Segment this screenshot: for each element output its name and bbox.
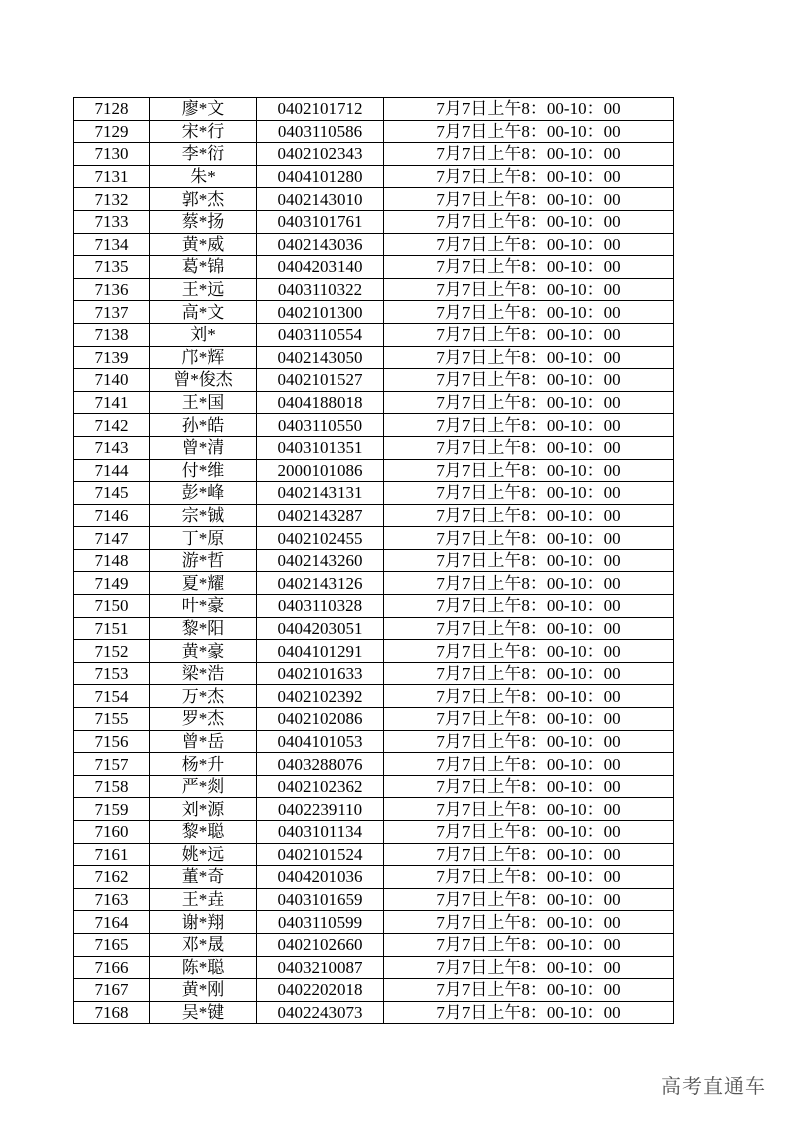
- student-id-cell: 0402143050: [257, 346, 384, 369]
- exam-time-cell: 7月7日上午8：00-10：00: [384, 866, 674, 889]
- student-id-cell: 0402102086: [257, 708, 384, 731]
- student-id-cell: 0404201036: [257, 866, 384, 889]
- student-id-cell: 0403110550: [257, 414, 384, 437]
- seq-number-cell: 7136: [74, 278, 150, 301]
- name-cell: 李*衍: [150, 143, 257, 166]
- table-row: [74, 595, 674, 618]
- student-id-cell: 0402143126: [257, 572, 384, 595]
- seq-number-cell: 7131: [74, 165, 150, 188]
- name-cell: 郭*杰: [150, 188, 257, 211]
- seq-number-cell: 7168: [74, 1001, 150, 1024]
- name-cell: 高*文: [150, 301, 257, 324]
- exam-time-cell: 7月7日上午8：00-10：00: [384, 459, 674, 482]
- exam-time-cell: 7月7日上午8：00-10：00: [384, 640, 674, 663]
- student-id-cell: 0404188018: [257, 391, 384, 414]
- table-row: [74, 753, 674, 776]
- student-id-cell: 0402143260: [257, 549, 384, 572]
- name-cell: 杨*升: [150, 753, 257, 776]
- seq-number-cell: 7134: [74, 233, 150, 256]
- name-cell: 曾*岳: [150, 730, 257, 753]
- seq-number-cell: 7165: [74, 933, 150, 956]
- table-row: [74, 98, 674, 121]
- name-cell: 罗*杰: [150, 708, 257, 731]
- exam-time-cell: 7月7日上午8：00-10：00: [384, 278, 674, 301]
- student-id-cell: 0402143131: [257, 482, 384, 505]
- student-id-cell: 0402143287: [257, 504, 384, 527]
- exam-time-cell: 7月7日上午8：00-10：00: [384, 210, 674, 233]
- table-row: [74, 165, 674, 188]
- table-row: [74, 549, 674, 572]
- exam-time-cell: 7月7日上午8：00-10：00: [384, 933, 674, 956]
- name-cell: 邓*晟: [150, 933, 257, 956]
- name-cell: 谢*翔: [150, 911, 257, 934]
- student-id-cell: 0402143010: [257, 188, 384, 211]
- name-cell: 叶*豪: [150, 595, 257, 618]
- table-row: [74, 369, 674, 392]
- seq-number-cell: 7163: [74, 888, 150, 911]
- name-cell: 刘*: [150, 323, 257, 346]
- table-row: [74, 617, 674, 640]
- seq-number-cell: 7158: [74, 775, 150, 798]
- exam-time-cell: 7月7日上午8：00-10：00: [384, 775, 674, 798]
- student-id-cell: 0403110599: [257, 911, 384, 934]
- student-id-cell: 0403110328: [257, 595, 384, 618]
- name-cell: 孙*皓: [150, 414, 257, 437]
- seq-number-cell: 7148: [74, 549, 150, 572]
- student-id-cell: 0404203051: [257, 617, 384, 640]
- seq-number-cell: 7152: [74, 640, 150, 663]
- name-cell: 梁*浩: [150, 662, 257, 685]
- table-row: [74, 911, 674, 934]
- seq-number-cell: 7138: [74, 323, 150, 346]
- table-row: [74, 210, 674, 233]
- table-row: [74, 323, 674, 346]
- seq-number-cell: 7135: [74, 256, 150, 279]
- exam-time-cell: 7月7日上午8：00-10：00: [384, 1001, 674, 1024]
- seq-number-cell: 7137: [74, 301, 150, 324]
- name-cell: 黄*豪: [150, 640, 257, 663]
- student-id-cell: 0402143036: [257, 233, 384, 256]
- name-cell: 吴*键: [150, 1001, 257, 1024]
- exam-time-cell: 7月7日上午8：00-10：00: [384, 911, 674, 934]
- exam-time-cell: 7月7日上午8：00-10：00: [384, 527, 674, 550]
- exam-time-cell: 7月7日上午8：00-10：00: [384, 821, 674, 844]
- table-row: [74, 662, 674, 685]
- name-cell: 黄*刚: [150, 979, 257, 1002]
- exam-time-cell: 7月7日上午8：00-10：00: [384, 165, 674, 188]
- seq-number-cell: 7143: [74, 436, 150, 459]
- seq-number-cell: 7142: [74, 414, 150, 437]
- exam-time-cell: 7月7日上午8：00-10：00: [384, 301, 674, 324]
- student-id-cell: 0403110554: [257, 323, 384, 346]
- student-id-cell: 0403110322: [257, 278, 384, 301]
- name-cell: 严*剡: [150, 775, 257, 798]
- watermark-logo: 高考直通车: [661, 1074, 766, 1098]
- student-id-cell: 0403210087: [257, 956, 384, 979]
- student-id-cell: 0402101524: [257, 843, 384, 866]
- student-id-cell: 0402243073: [257, 1001, 384, 1024]
- exam-time-cell: 7月7日上午8：00-10：00: [384, 572, 674, 595]
- name-cell: 王*垚: [150, 888, 257, 911]
- seq-number-cell: 7160: [74, 821, 150, 844]
- exam-time-cell: 7月7日上午8：00-10：00: [384, 120, 674, 143]
- table-row: [74, 730, 674, 753]
- student-id-cell: 0404101280: [257, 165, 384, 188]
- exam-time-cell: 7月7日上午8：00-10：00: [384, 753, 674, 776]
- name-cell: 邝*辉: [150, 346, 257, 369]
- table-row: [74, 798, 674, 821]
- table-row: [74, 256, 674, 279]
- student-id-cell: 0402101712: [257, 98, 384, 121]
- exam-time-cell: 7月7日上午8：00-10：00: [384, 662, 674, 685]
- student-id-cell: 0402102343: [257, 143, 384, 166]
- name-cell: 葛*锦: [150, 256, 257, 279]
- exam-time-cell: 7月7日上午8：00-10：00: [384, 504, 674, 527]
- exam-time-cell: 7月7日上午8：00-10：00: [384, 549, 674, 572]
- exam-time-cell: 7月7日上午8：00-10：00: [384, 369, 674, 392]
- exam-time-cell: 7月7日上午8：00-10：00: [384, 979, 674, 1002]
- table-row: [74, 120, 674, 143]
- seq-number-cell: 7130: [74, 143, 150, 166]
- seq-number-cell: 7133: [74, 210, 150, 233]
- exam-time-cell: 7月7日上午8：00-10：00: [384, 730, 674, 753]
- name-cell: 夏*耀: [150, 572, 257, 595]
- seq-number-cell: 7151: [74, 617, 150, 640]
- exam-time-cell: 7月7日上午8：00-10：00: [384, 617, 674, 640]
- name-cell: 蔡*扬: [150, 210, 257, 233]
- name-cell: 宋*行: [150, 120, 257, 143]
- table-row: [74, 708, 674, 731]
- table-row: [74, 821, 674, 844]
- table-row: [74, 843, 674, 866]
- student-id-cell: 0402102392: [257, 685, 384, 708]
- table-row: [74, 956, 674, 979]
- table-row: [74, 685, 674, 708]
- table-row: [74, 482, 674, 505]
- seq-number-cell: 7139: [74, 346, 150, 369]
- exam-time-cell: 7月7日上午8：00-10：00: [384, 482, 674, 505]
- student-id-cell: 0402101527: [257, 369, 384, 392]
- seq-number-cell: 7156: [74, 730, 150, 753]
- name-cell: 王*远: [150, 278, 257, 301]
- name-cell: 刘*源: [150, 798, 257, 821]
- exam-time-cell: 7月7日上午8：00-10：00: [384, 888, 674, 911]
- name-cell: 曾*俊杰: [150, 369, 257, 392]
- table-row: [74, 301, 674, 324]
- seq-number-cell: 7166: [74, 956, 150, 979]
- name-cell: 付*维: [150, 459, 257, 482]
- exam-time-cell: 7月7日上午8：00-10：00: [384, 98, 674, 121]
- seq-number-cell: 7155: [74, 708, 150, 731]
- student-id-cell: 0403110586: [257, 120, 384, 143]
- seq-number-cell: 7154: [74, 685, 150, 708]
- exam-time-cell: 7月7日上午8：00-10：00: [384, 233, 674, 256]
- exam-time-cell: 7月7日上午8：00-10：00: [384, 323, 674, 346]
- exam-time-cell: 7月7日上午8：00-10：00: [384, 143, 674, 166]
- exam-time-cell: 7月7日上午8：00-10：00: [384, 188, 674, 211]
- table-row: [74, 414, 674, 437]
- name-cell: 丁*原: [150, 527, 257, 550]
- exam-time-cell: 7月7日上午8：00-10：00: [384, 346, 674, 369]
- table-row: [74, 188, 674, 211]
- seq-number-cell: 7140: [74, 369, 150, 392]
- seq-number-cell: 7145: [74, 482, 150, 505]
- table-row: [74, 504, 674, 527]
- table-row: [74, 278, 674, 301]
- table-row: [74, 888, 674, 911]
- student-id-cell: 0403101761: [257, 210, 384, 233]
- student-id-cell: 0404101291: [257, 640, 384, 663]
- name-cell: 宗*铖: [150, 504, 257, 527]
- seq-number-cell: 7150: [74, 595, 150, 618]
- student-id-cell: 0402102362: [257, 775, 384, 798]
- seq-number-cell: 7167: [74, 979, 150, 1002]
- student-id-cell: 0403101134: [257, 821, 384, 844]
- table-row: [74, 527, 674, 550]
- student-id-cell: 2000101086: [257, 459, 384, 482]
- exam-time-cell: 7月7日上午8：00-10：00: [384, 956, 674, 979]
- seq-number-cell: 7144: [74, 459, 150, 482]
- table-row: [74, 436, 674, 459]
- exam-time-cell: 7月7日上午8：00-10：00: [384, 436, 674, 459]
- table-row: [74, 143, 674, 166]
- seq-number-cell: 7147: [74, 527, 150, 550]
- seq-number-cell: 7162: [74, 866, 150, 889]
- student-id-cell: 0404203140: [257, 256, 384, 279]
- exam-time-cell: 7月7日上午8：00-10：00: [384, 708, 674, 731]
- seq-number-cell: 7161: [74, 843, 150, 866]
- student-id-cell: 0402102455: [257, 527, 384, 550]
- table-row: [74, 459, 674, 482]
- exam-time-cell: 7月7日上午8：00-10：00: [384, 595, 674, 618]
- name-cell: 董*奇: [150, 866, 257, 889]
- exam-time-cell: 7月7日上午8：00-10：00: [384, 843, 674, 866]
- seq-number-cell: 7164: [74, 911, 150, 934]
- seq-number-cell: 7153: [74, 662, 150, 685]
- student-id-cell: 0402102660: [257, 933, 384, 956]
- table-row: [74, 233, 674, 256]
- exam-time-cell: 7月7日上午8：00-10：00: [384, 798, 674, 821]
- student-id-cell: 0402202018: [257, 979, 384, 1002]
- exam-time-cell: 7月7日上午8：00-10：00: [384, 391, 674, 414]
- name-cell: 朱*: [150, 165, 257, 188]
- seq-number-cell: 7149: [74, 572, 150, 595]
- student-id-cell: 0402239110: [257, 798, 384, 821]
- student-id-cell: 0402101633: [257, 662, 384, 685]
- name-cell: 王*国: [150, 391, 257, 414]
- seq-number-cell: 7141: [74, 391, 150, 414]
- roster-table-body: [74, 98, 674, 1024]
- name-cell: 姚*远: [150, 843, 257, 866]
- name-cell: 黎*聪: [150, 821, 257, 844]
- student-id-cell: 0403101659: [257, 888, 384, 911]
- table-row: [74, 1001, 674, 1024]
- seq-number-cell: 7128: [74, 98, 150, 121]
- exam-time-cell: 7月7日上午8：00-10：00: [384, 414, 674, 437]
- table-row: [74, 346, 674, 369]
- name-cell: 廖*文: [150, 98, 257, 121]
- name-cell: 陈*聪: [150, 956, 257, 979]
- exam-time-cell: 7月7日上午8：00-10：00: [384, 256, 674, 279]
- table-row: [74, 775, 674, 798]
- table-row: [74, 572, 674, 595]
- name-cell: 黎*阳: [150, 617, 257, 640]
- table-row: [74, 640, 674, 663]
- seq-number-cell: 7159: [74, 798, 150, 821]
- name-cell: 黄*威: [150, 233, 257, 256]
- name-cell: 万*杰: [150, 685, 257, 708]
- name-cell: 彭*峰: [150, 482, 257, 505]
- student-id-cell: 0403288076: [257, 753, 384, 776]
- student-id-cell: 0403101351: [257, 436, 384, 459]
- seq-number-cell: 7146: [74, 504, 150, 527]
- exam-time-cell: 7月7日上午8：00-10：00: [384, 685, 674, 708]
- table-row: [74, 979, 674, 1002]
- seq-number-cell: 7157: [74, 753, 150, 776]
- student-id-cell: 0404101053: [257, 730, 384, 753]
- roster-table: [73, 97, 674, 1024]
- name-cell: 曾*清: [150, 436, 257, 459]
- name-cell: 游*哲: [150, 549, 257, 572]
- seq-number-cell: 7129: [74, 120, 150, 143]
- seq-number-cell: 7132: [74, 188, 150, 211]
- table-row: [74, 391, 674, 414]
- table-row: [74, 866, 674, 889]
- table-row: [74, 933, 674, 956]
- student-id-cell: 0402101300: [257, 301, 384, 324]
